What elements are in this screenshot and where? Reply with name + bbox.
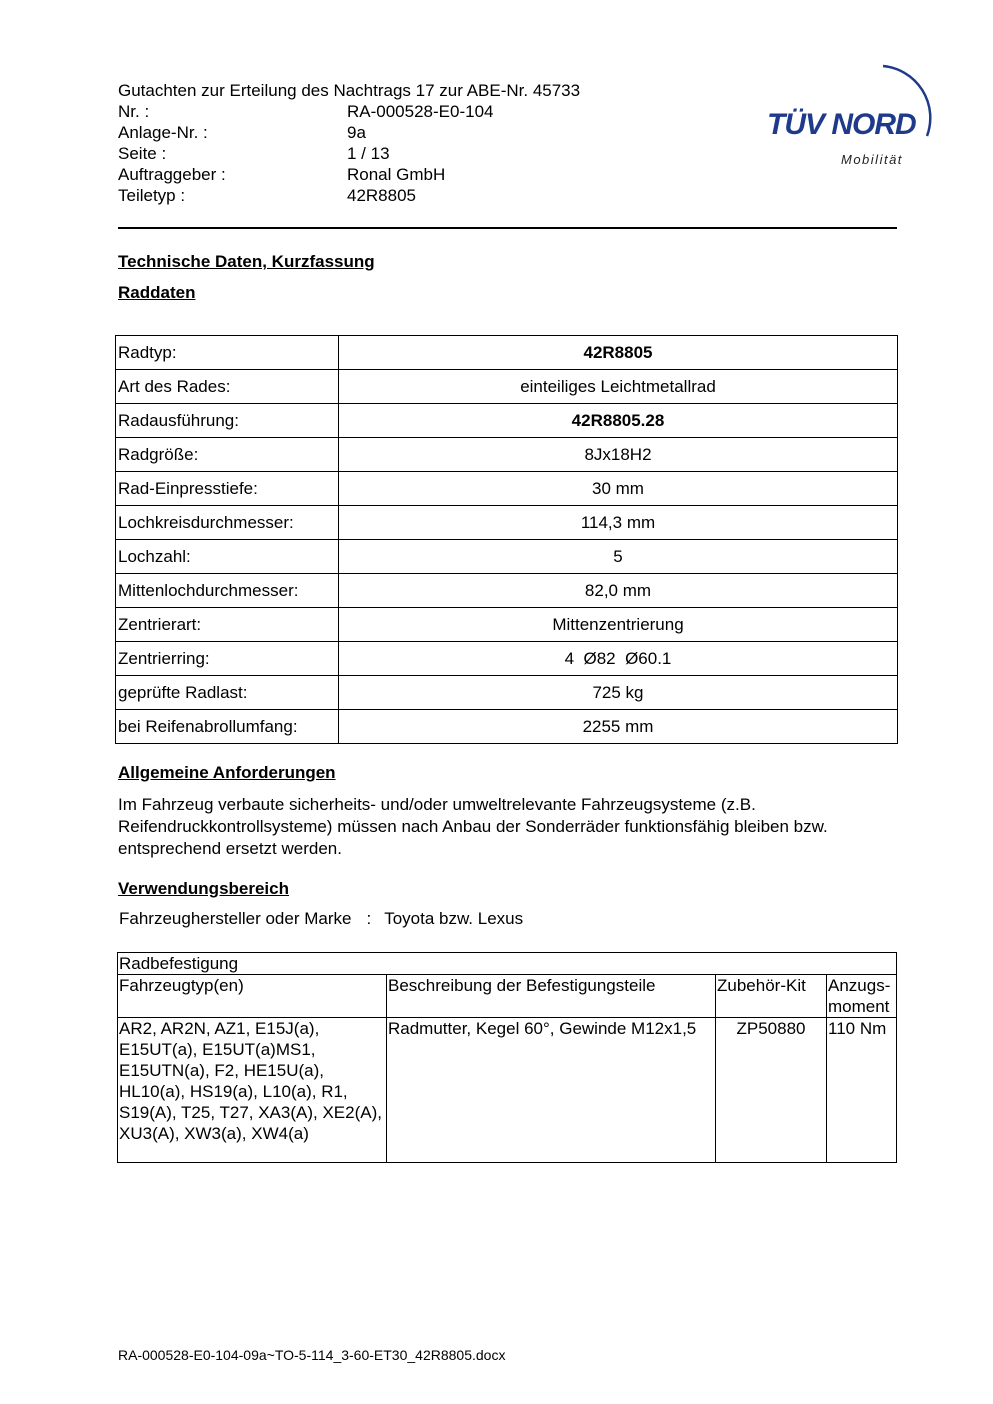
table-row [116, 676, 898, 710]
heading-verwendungsbereich: Verwendungsbereich [118, 879, 289, 898]
row-label: geprüfte Radlast: [116, 676, 339, 710]
row-value: 42R8805.28 [339, 404, 898, 438]
header-row-anlage [118, 122, 718, 143]
row-value: 42R8805 [339, 336, 898, 370]
header-row-seite [118, 143, 718, 164]
row-value: 30 mm [339, 472, 898, 506]
cell-kit: ZP50880 [716, 1018, 827, 1163]
manufacturer-value: Toyota bzw. Lexus [384, 909, 524, 928]
column-header: Anzugs-moment [827, 975, 897, 1018]
table-row [116, 472, 898, 506]
row-value: 8Jx18H2 [339, 438, 898, 472]
row-value: Mittenzentrierung [339, 608, 898, 642]
heading-raddaten: Raddaten [118, 283, 196, 302]
row-label: Mittenlochdurchmesser: [116, 574, 339, 608]
header-title: Gutachten zur Erteilung des Nachtrags 17 zur ABE-Nr. 45733 [118, 81, 581, 100]
column-header: Fahrzeugtyp(en) [118, 975, 387, 1018]
row-label: bei Reifenabrollumfang: [116, 710, 339, 744]
heading-allgemeine-anforderungen: Allgemeine Anforderungen [118, 763, 336, 782]
header-label: Teiletyp : [118, 186, 186, 205]
row-label: Rad-Einpresstiefe: [116, 472, 339, 506]
header-row-nr [118, 101, 718, 122]
table-row [116, 438, 898, 472]
header-label: Nr. : [118, 102, 150, 121]
row-value: 725 kg [339, 676, 898, 710]
header-value: 42R8805 [347, 186, 417, 205]
footer-filename: RA-000528-E0-104-09a~TO-5-114_3-60-ET30_42R8805.docx [118, 1347, 506, 1363]
header-label: Anlage-Nr. : [118, 123, 208, 142]
table-title: Radbefestigung [118, 953, 897, 975]
header-value: 1 / 13 [347, 144, 390, 163]
table-row [116, 642, 898, 676]
table-row [116, 540, 898, 574]
row-label: Lochkreisdurchmesser: [116, 506, 339, 540]
table-row [116, 370, 898, 404]
raddaten-table [115, 335, 898, 744]
row-label: Radtyp: [116, 336, 339, 370]
cell-description: Radmutter, Kegel 60°, Gewinde M12x1,5 [387, 1018, 716, 1163]
table-row [116, 336, 898, 370]
manufacturer-line [119, 909, 523, 929]
allgemein-paragraph: Im Fahrzeug verbaute sicherheits- und/oder umweltrelevante Fahrzeugsysteme (z.B. Reifendruckkontrollsysteme) müssen nach Anbau der Sonderräder funktionsfähig bleiben bzw. entsprechend ersetzt werden. [118, 795, 828, 858]
row-value: 2255 mm [339, 710, 898, 744]
table-row [116, 574, 898, 608]
table-row [116, 710, 898, 744]
cell-torque: 110 Nm [827, 1018, 897, 1163]
manufacturer-label: Fahrzeughersteller oder Marke [119, 909, 352, 928]
row-label: Radausführung: [116, 404, 339, 438]
befestigung-table [117, 952, 897, 1163]
row-label: Radgröße: [116, 438, 339, 472]
header-label: Seite : [118, 144, 167, 163]
header-divider [118, 227, 897, 229]
header-label: Auftraggeber : [118, 165, 226, 184]
row-value: einteiliges Leichtmetallrad [339, 370, 898, 404]
header-value: 9a [347, 123, 366, 142]
header-row-auftraggeber [118, 164, 718, 185]
heading-technische-daten: Technische Daten, Kurzfassung [118, 252, 375, 271]
table-row [118, 953, 897, 975]
table-row [116, 506, 898, 540]
table-row [116, 404, 898, 438]
row-value: 5 [339, 540, 898, 574]
row-label: Zentrierring: [116, 642, 339, 676]
row-label: Lochzahl: [116, 540, 339, 574]
table-row [116, 608, 898, 642]
table-row [118, 1018, 897, 1163]
row-value: 4 Ø82 Ø60.1 [339, 642, 898, 676]
row-label: Zentrierart: [116, 608, 339, 642]
column-header: Beschreibung der Befestigungsteile [387, 975, 716, 1018]
manufacturer-separator: : [366, 909, 372, 928]
cell-types: AR2, AR2N, AZ1, E15J(a), E15UT(a), E15UT(a)MS1, E15UTN(a), F2, HE15U(a), HL10(a), HS19(a), L10(a), R1, S19(A), T25, T27, XA3(A), XE2(A), XU3(A), XW3(a), XW4(a) [118, 1018, 387, 1163]
logo-name: TÜV NORD [767, 108, 916, 141]
document-header [118, 80, 718, 206]
table-header-row [118, 975, 897, 1018]
tuv-nord-logo [765, 58, 940, 173]
header-value: RA-000528-E0-104 [347, 102, 494, 121]
row-value: 82,0 mm [339, 574, 898, 608]
header-value: Ronal GmbH [347, 165, 446, 184]
row-label: Art des Rades: [116, 370, 339, 404]
header-row-teiletyp [118, 185, 718, 206]
logo-subtitle: Mobilität [841, 152, 903, 167]
column-header: Zubehör-Kit [716, 975, 827, 1018]
row-value: 114,3 mm [339, 506, 898, 540]
